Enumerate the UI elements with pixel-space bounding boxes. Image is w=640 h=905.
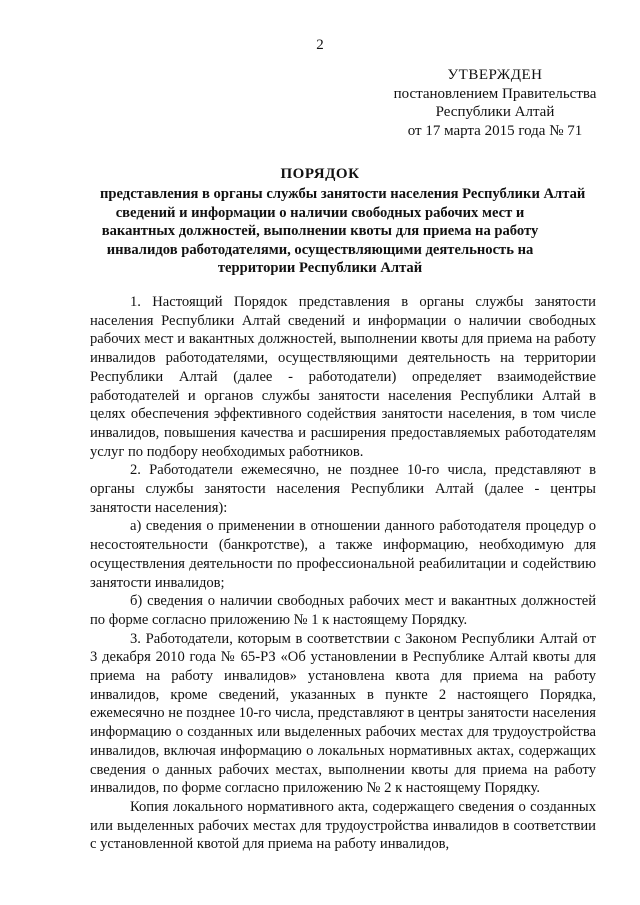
document-title: ПОРЯДОК	[280, 166, 360, 182]
approval-line-1: постановлением Правительства	[393, 85, 597, 102]
document-body	[90, 293, 596, 854]
approval-stamp	[380, 66, 610, 140]
approval-heading: УТВЕРЖДЕН	[447, 67, 543, 83]
paragraph-2a: а) сведения о применении в отношении данного работодателя процедур о несостоятельности (банкротстве), а также информацию, необходимую для осуществления деятельности по профессиональной реабилитации и содействию занятости инвалидов;	[90, 518, 596, 591]
subtitle-line: представления в органы службы занятости населения Республики Алтай	[100, 186, 586, 202]
paragraph-3-continued: Копия локального нормативного акта, содержащего сведения о созданных или выделенных рабочих местах для трудоустройства инвалидов в соответствии с установленной квотой для приема на работу инвалидов,	[90, 798, 596, 853]
paragraph-3: 3. Работодатели, которым в соответствии с Законом Республики Алтай от 3 декабря 2010 года № 65-РЗ «Об установлении в Республике Алтай квоты для приема на работу инвалидов» установлена квота для приема на работу инвалидов, кроме сведений, указанных в пункте 2 настоящего Порядка, ежемесячно не позднее 10-го числа, представляют в центры занятости населения информацию о созданных или выделенных рабочих местах для трудоустройства инвалидов, включая информацию о локальных нормативных актах, содержащих сведения о данных рабочих местах, выполнении квоты для приема на работу инвалидов, по форме согласно приложению № 2 к настоящему Порядку.	[90, 630, 596, 797]
subtitle-line: сведений и информации о наличии свободных рабочих мест и	[115, 204, 525, 221]
paragraph-2: 2. Работодатели ежемесячно, не позднее 10-го числа, представляют в органы службы занятости населения Республики Алтай (далее - центры занятости населения):	[90, 462, 596, 516]
subtitle-line: инвалидов работодателями, осуществляющими деятельность на	[106, 241, 534, 258]
approval-line-3: от 17 марта 2015 года № 71	[407, 122, 583, 139]
subtitle-line: вакантных должностей, выполнении квоты для приема на работу	[101, 223, 539, 240]
paragraph-2b: б) сведения о наличии свободных рабочих мест и вакантных должностей по форме согласно приложению № 1 к настоящему Порядку.	[90, 593, 596, 628]
subtitle-line: территории Республики Алтай	[217, 260, 423, 277]
document-subtitle	[100, 185, 586, 278]
approval-line-2: Республики Алтай	[435, 104, 555, 120]
page-number: 2	[316, 37, 324, 53]
paragraph-1: 1. Настоящий Порядок представления в органы службы занятости населения Республики Алтай сведений и информации о наличии свободных рабочих мест и вакантных должностей, выполнении квоты для приема на работу инвалидов работодателями, осуществляющими деятельность на территории Республики Алтай (далее - работодатели) определяет взаимодействие работодателей и органов службы занятости населения Республики Алтай в целях обеспечения эффективного содействия занятости населения, в том числе инвалидов, повышения качества и расширения предоставляемых работодателям услуг по подбору необходимых работников.	[90, 294, 596, 460]
